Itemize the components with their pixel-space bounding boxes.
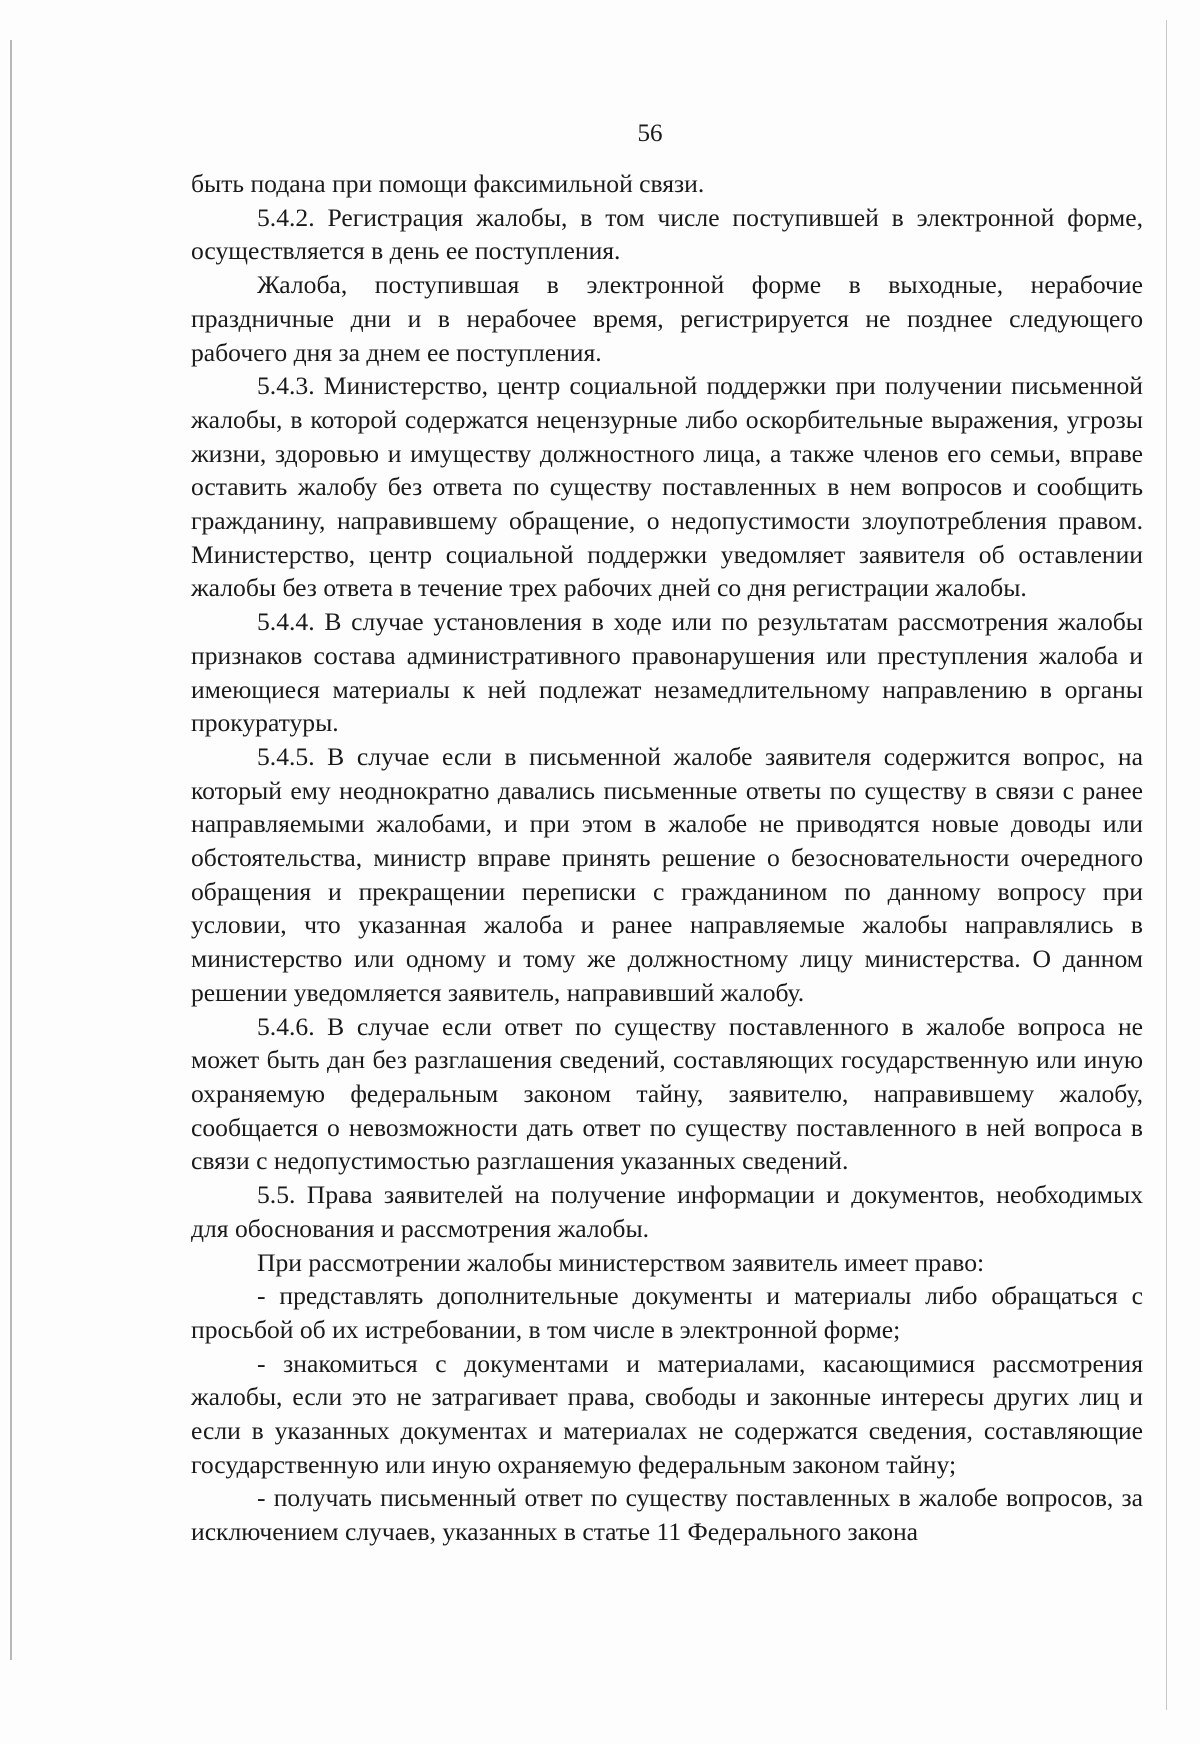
list-item-receive-answer: - получать письменный ответ по существу поставленных в жалобе вопросов, за исключением случаев, указанных в статье 11 Федерального закона (191, 1483, 1143, 1547)
paragraph-5-4-6: 5.4.6. В случае если ответ по существу поставленного в жалобе вопроса не может быть дан без разглашения сведений, составляющих государственную или иную охраняемую федеральным законом тайну, заявителю, направившему жалобу, сообщается о невозможности дать ответ по существу поставленного в ней вопроса в связи с недопустимостью разглашения указанных сведений. (191, 1011, 1143, 1176)
paragraph-rights-intro: При рассмотрении жалобы министерством заявитель имеет право: (257, 1247, 985, 1277)
scan-edge-left (10, 40, 12, 1660)
paragraph-holiday-registration: Жалоба, поступившая в электронной форме в выходные, нерабочие праздничные дни и в нерабочее время, регистрируется не позднее следующего рабочего дня за днем ее поступления. (191, 270, 1143, 367)
paragraph-continuation: быть подана при помощи факсимильной связи. (191, 169, 705, 198)
list-item-review-documents: - знакомиться с документами и материалами, касающимися рассмотрения жалобы, если это не затрагивает права, свободы и законные интересы других лиц и если в указанных документах и материалах не содержатся сведения, составляющие государственную или иную охраняемую федеральным законом тайну; (191, 1348, 1143, 1479)
paragraph-5-4-3: 5.4.3. Министерство, центр социальной поддержки при получении письменной жалобы, в которой содержатся нецензурные либо оскорбительные выражения, угрозы жизни, здоровью и имуществу должностного лица, а также членов его семьи, вправе оставить жалобу без ответа по существу поставленных в нем вопросов и сообщить гражданину, направившему обращение, о недопустимости злоупотребления правом. Министерство, центр социальной поддержки уведомляет заявителя об оставлении жалобы без ответа в течение трех рабочих дней со дня регистрации жалобы. (191, 371, 1143, 603)
paragraph-5-4-4: 5.4.4. В случае установления в ходе или по результатам рассмотрения жалобы признаков состава административного правонарушения или преступления жалоба и имеющиеся материалы к ней подлежат незамедлительному направлению в органы прокуратуры. (191, 607, 1143, 738)
paragraph-5-5: 5.5. Права заявителей на получение информации и документов, необходимых для обоснования и рассмотрения жалобы. (191, 1180, 1143, 1243)
paragraph-5-4-5: 5.4.5. В случае если в письменной жалобе заявителя содержится вопрос, на который ему неоднократно давались письменные ответы по существу в связи с ранее направляемыми жалобами, и при этом в жалобе не приводятся новые доводы или обстоятельства, министр вправе принять решение о безосновательности очередного обращения и прекращении переписки с гражданином по данному вопросу при условии, что указанная жалоба и ранее направляемые жалобы направлялись в министерство или одному и тому же должностному лицу министерства. О данном решении уведомляется заявитель, направивший жалобу. (191, 741, 1143, 1007)
scan-edge-right (1166, 20, 1167, 1710)
page-number: 56 (637, 120, 663, 147)
paragraph-5-4-2: 5.4.2. Регистрация жалобы, в том числе поступившей в электронной форме, осуществляется в день ее поступления. (191, 202, 1143, 266)
list-item-submit-documents: - представлять дополнительные документы и материалы либо обращаться с просьбой об их истребовании, в том числе в электронной форме; (191, 1281, 1143, 1344)
document-body (191, 167, 1143, 1549)
